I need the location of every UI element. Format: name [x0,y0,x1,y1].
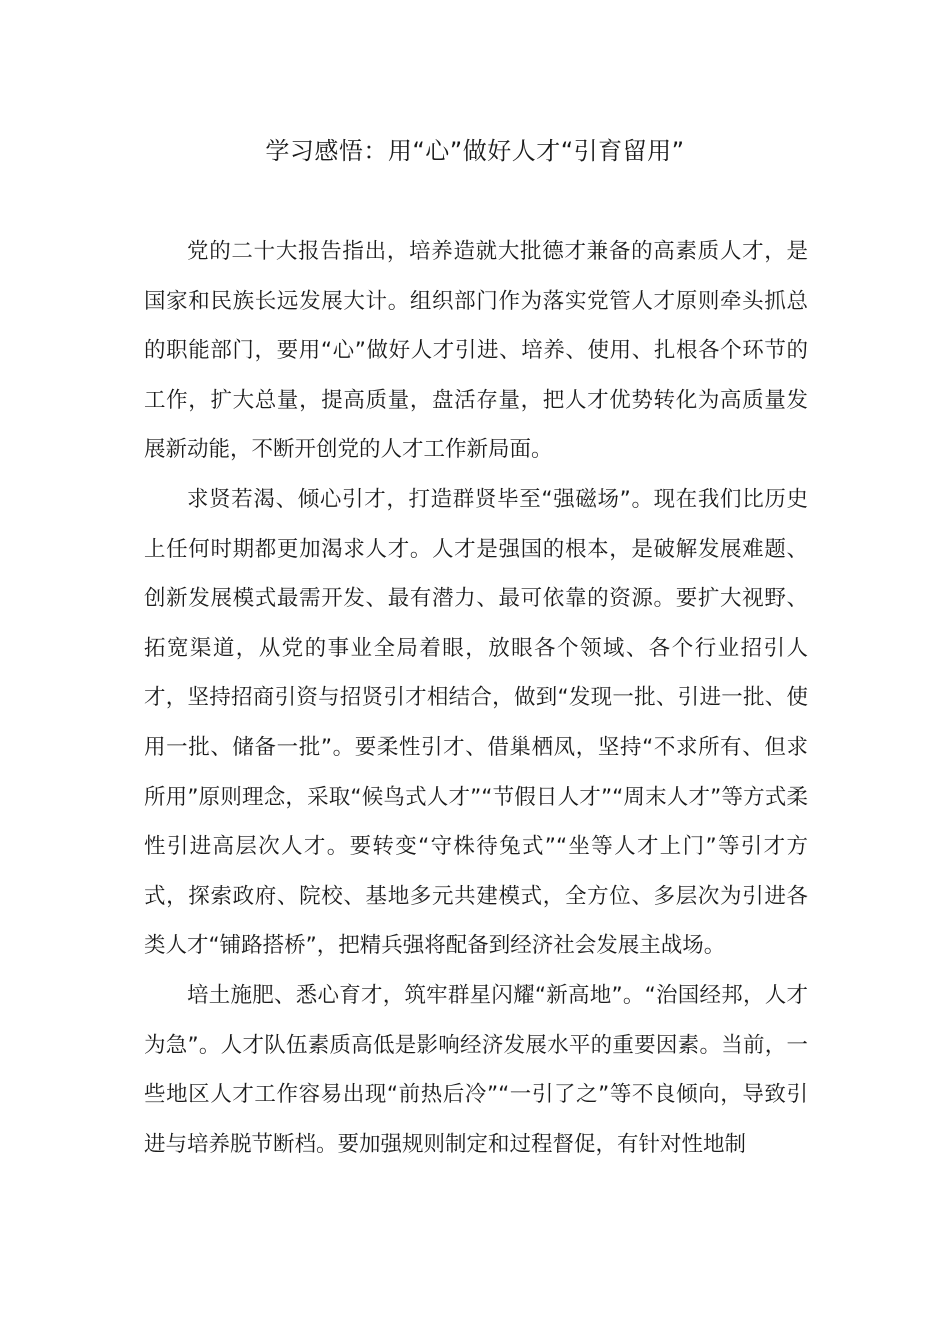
paragraph-attract-talent: 求贤若渴、倾心引才，打造群贤毕至“强磁场”。现在我们比历史上任何时期都更加渴求人才。人才是强国的根本，是破解发展难题、创新发展模式最需开发、最有潜力、最可依靠的资源。要扩大视野、拓宽渠道，从党的事业全局着眼，放眼各个领域、各个行业招引人才，坚持招商引资与招贤引才相结合，做到“发现一批、引进一批、使用一批、储备一批”。要柔性引才、借巢栖凤，坚持“不求所有、但求所用”原则理念，采取“候鸟式人才”“节假日人才”“周末人才”等方式柔性引进高层次人才。要转变“守株待兔式”“坐等人才上门”等引才方式，探索政府、院校、基地多元共建模式，全方位、多层次为引进各类人才“铺路搭桥”，把精兵强将配备到经济社会发展主战场。 [144,486,808,959]
document-title: 学习感悟：用“心”做好人才“引育留用” [265,137,685,165]
document-body [144,227,808,1169]
paragraph-intro: 党的二十大报告指出，培养造就大批德才兼备的高素质人才，是国家和民族长远发展大计。组织部门作为落实党管人才原则牵头抓总的职能部门，要用“心”做好人才引进、培养、使用、扎根各个环节的工作，扩大总量，提高质量，盘活存量，把人才优势转化为高质量发展新动能，不断开创党的人才工作新局面。 [144,239,808,463]
paragraph-cultivate-talent: 培土施肥、悉心育才，筑牢群星闪耀“新高地”。“治国经邦，人才为急”。人才队伍素质高低是影响经济发展水平的重要因素。当前，一些地区人才工作容易出现“前热后冷”“一引了之”等不良倾向，导致引进与培养脱节断档。要加强规则制定和过程督促，有针对性地制 [144,982,808,1157]
